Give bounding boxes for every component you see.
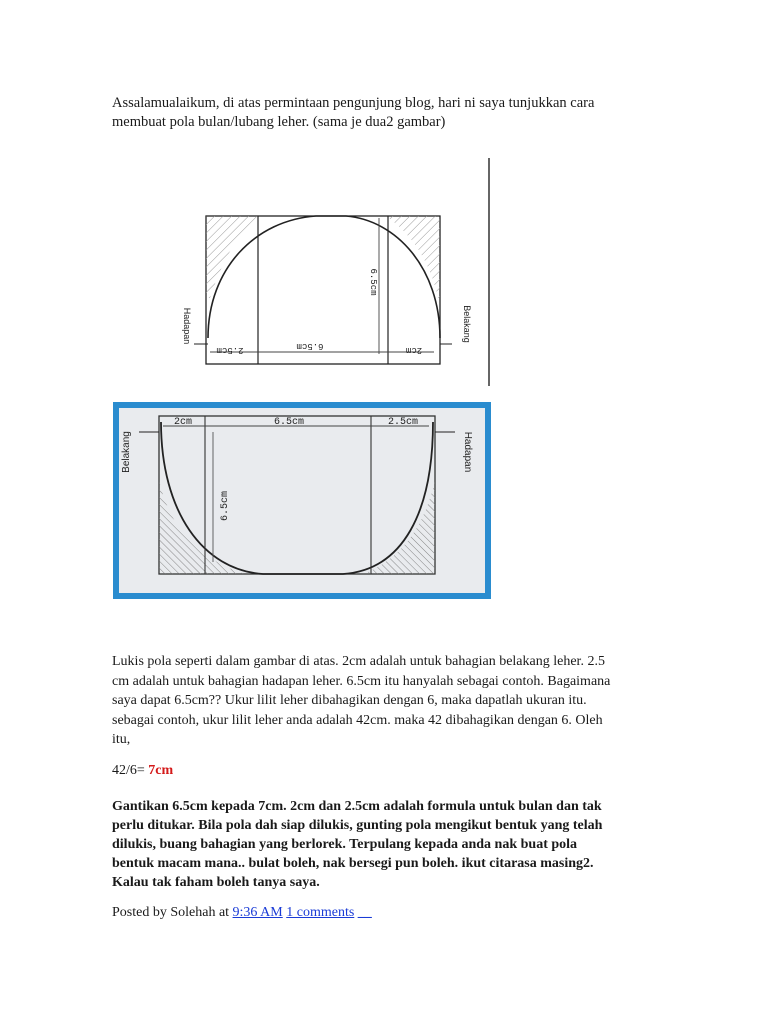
side-label-back: Belakang — [462, 305, 472, 343]
explanation-line-3: saya dapat 6.5cm?? Ukur lilit leher dibahagikan dengan 6, maka dapatlah ukuran itu. — [112, 693, 587, 708]
dim-label-center: 6.5cm — [296, 341, 324, 351]
side-label-front: Hadapan — [182, 307, 192, 345]
instructions-line-5: Kalau tak faham boleh tanya saya. — [112, 875, 320, 890]
post-footer — [112, 903, 372, 922]
instructions-paragraph — [112, 797, 652, 892]
dim-label-left: 2.5cm — [216, 345, 244, 355]
dim-label-left: 2cm — [173, 417, 193, 428]
explanation-line-4: sebagai contoh, ukur lilit leher anda adalah 42cm. maka 42 dibahagikan dengan 6. Oleh — [112, 712, 603, 728]
neckline-pattern-diagram-top — [182, 158, 492, 388]
side-label-front: Hadapan — [462, 431, 473, 473]
instructions-line-3: dilukis, buang bahagian yang berlorek. Terpulang kepada anda nak buat pola — [112, 837, 578, 852]
posted-by-text: Posted by Solehah at — [112, 905, 233, 920]
intro-text — [112, 94, 652, 132]
dim-label-right: 2cm — [405, 345, 423, 355]
dim-label-vertical: 6.5cm — [220, 490, 231, 522]
comments-link[interactable]: 1 comments — [286, 905, 355, 920]
dim-label-right: 2.5cm — [387, 417, 419, 428]
dim-label-center: 6.5cm — [273, 417, 305, 428]
intro-line-2: membuat pola bulan/lubang leher. (sama je dua2 gambar) — [112, 114, 446, 130]
post-time-link[interactable]: 9:36 AM — [232, 905, 283, 920]
explanation-paragraph — [112, 652, 652, 750]
instructions-line-4: bentuk macam mana.. bulat boleh, nak bersegi pun boleh. ikut citarasa masing2. — [112, 856, 594, 871]
dim-label-vertical: 6.5cm — [368, 268, 378, 296]
instructions-line-1: Gantikan 6.5cm kepada 7cm. 2cm dan 2.5cm adalah formula untuk bulan dan tak — [112, 799, 602, 814]
instructions-line-2: perlu ditukar. Bila pola dah siap dilukis, gunting pola mengikut bentuk yang telah — [112, 818, 603, 833]
formula-result: 7cm — [148, 763, 174, 778]
side-label-back: Belakang — [121, 431, 132, 473]
formula-line — [112, 761, 173, 780]
neckline-pattern-photo-bottom — [113, 402, 491, 599]
extra-link[interactable]: __ — [357, 905, 372, 920]
explanation-line-1: Lukis pola seperti dalam gambar di atas. 2cm adalah untuk bahagian belakang leher. 2.5 — [112, 654, 605, 669]
formula-expression: 42/6= — [112, 763, 149, 778]
explanation-line-5: itu, — [112, 732, 131, 747]
intro-line-1: Assalamualaikum, di atas permintaan pengunjung blog, hari ni saya tunjukkan cara — [112, 95, 595, 111]
explanation-line-2: cm adalah untuk bahagian hadapan leher. 6.5cm itu hanyalah sebagai contoh. Bagaimana — [112, 673, 611, 689]
